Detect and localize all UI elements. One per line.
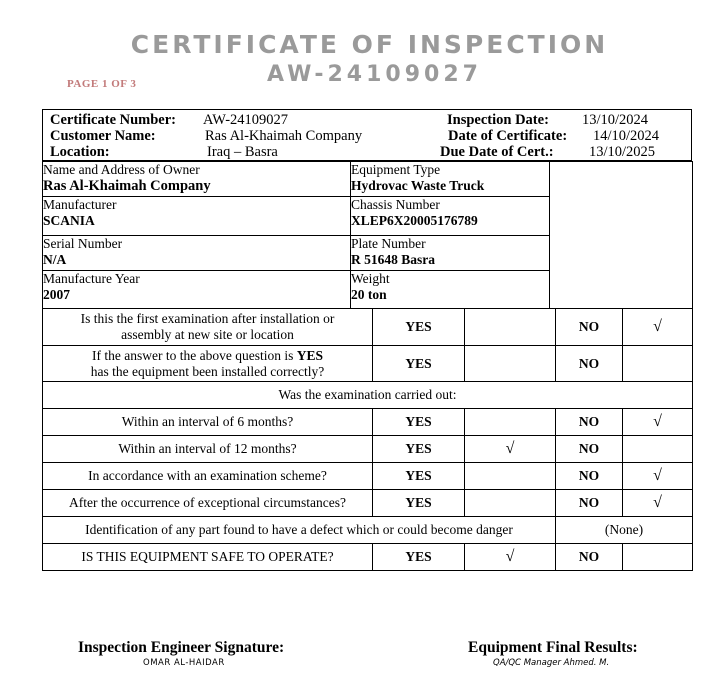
no-check-cell bbox=[623, 544, 693, 571]
yes-check-cell bbox=[465, 409, 556, 436]
no-label: NO bbox=[556, 436, 623, 463]
first-examination-row bbox=[43, 309, 693, 346]
defect-question: Identification of any part found to have a defect which or could become danger bbox=[43, 517, 556, 544]
carried-out-heading: Was the examination carried out: bbox=[43, 382, 693, 409]
manufacturer-cell bbox=[43, 197, 351, 236]
final-results-value: QA/QC Manager Ahmed. M. bbox=[493, 658, 610, 668]
no-label: NO bbox=[556, 490, 623, 517]
owner-label: Name and Address of Owner bbox=[43, 162, 200, 177]
carried-out-row bbox=[43, 382, 693, 409]
inspection-date-value: 13/10/2024 bbox=[582, 112, 649, 128]
chassis-value: XLEP6X20005176789 bbox=[351, 213, 478, 228]
installed-correctly-row bbox=[43, 346, 693, 382]
page-indicator: PAGE 1 OF 3 bbox=[67, 78, 137, 90]
certificate-number-label: Certificate Number: bbox=[50, 112, 177, 128]
yes-check-mark: √ bbox=[465, 544, 556, 571]
certificate-number-value: AW-24109027 bbox=[203, 112, 289, 128]
first-examination-question: Is this the first examination after installation or assembly at new site or location bbox=[43, 309, 373, 346]
final-results-label: Equipment Final Results: bbox=[468, 639, 638, 656]
plate-cell bbox=[351, 236, 550, 271]
scheme-row bbox=[43, 463, 693, 490]
equipment-type-cell bbox=[351, 162, 550, 197]
yes-label: YES bbox=[373, 409, 465, 436]
yes-check-cell bbox=[465, 309, 556, 346]
weight-label: Weight bbox=[351, 271, 390, 286]
yes-check-cell bbox=[465, 490, 556, 517]
yes-label: YES bbox=[373, 309, 465, 346]
yes-check-mark: √ bbox=[465, 436, 556, 463]
inspection-date-label: Inspection Date: bbox=[447, 112, 549, 128]
no-label: NO bbox=[556, 309, 623, 346]
yes-label: YES bbox=[373, 436, 465, 463]
yes-label: YES bbox=[373, 463, 465, 490]
interval-6-question: Within an interval of 6 months? bbox=[43, 409, 373, 436]
safe-to-operate-question: IS THIS EQUIPMENT SAFE TO OPERATE? bbox=[43, 544, 373, 571]
chassis-label: Chassis Number bbox=[351, 197, 440, 212]
yes-label: YES bbox=[373, 346, 465, 382]
defect-row bbox=[43, 517, 693, 544]
installed-correctly-question: If the answer to the above question is YES has the equipment been installed correctly? bbox=[43, 346, 373, 382]
certificate-number-heading: AW-24109027 bbox=[267, 62, 482, 87]
equipment-type-label: Equipment Type bbox=[351, 162, 441, 177]
no-check-mark: √ bbox=[623, 309, 693, 346]
no-label: NO bbox=[556, 346, 623, 382]
weight-cell bbox=[351, 271, 550, 309]
serial-value: N/A bbox=[43, 252, 67, 267]
yes-label: YES bbox=[373, 544, 465, 571]
location-value: Iraq – Basra bbox=[207, 144, 278, 160]
examination-questions-table bbox=[42, 308, 693, 571]
no-check-cell bbox=[623, 346, 693, 382]
scheme-question: In accordance with an examination scheme? bbox=[43, 463, 373, 490]
no-check-cell bbox=[623, 436, 693, 463]
plate-label: Plate Number bbox=[351, 236, 426, 251]
safe-to-operate-row bbox=[43, 544, 693, 571]
no-label: NO bbox=[556, 544, 623, 571]
weight-value: 20 ton bbox=[351, 287, 387, 302]
no-check-mark: √ bbox=[623, 490, 693, 517]
manufacturer-label: Manufacturer bbox=[43, 197, 117, 212]
yes-label: YES bbox=[373, 490, 465, 517]
plate-value: R 51648 Basra bbox=[351, 252, 435, 267]
no-label: NO bbox=[556, 463, 623, 490]
interval-6-row bbox=[43, 409, 693, 436]
no-check-mark: √ bbox=[623, 409, 693, 436]
engineer-signature-label: Inspection Engineer Signature: bbox=[78, 639, 285, 656]
equipment-details-table bbox=[42, 161, 693, 309]
customer-name-value: Ras Al-Khaimah Company bbox=[205, 128, 363, 144]
owner-cell bbox=[43, 162, 351, 197]
certificate-title: CERTIFICATE OF INSPECTION bbox=[130, 30, 609, 59]
manufacturer-value: SCANIA bbox=[43, 213, 95, 228]
blank-side-cell bbox=[550, 162, 693, 309]
interval-12-question: Within an interval of 12 months? bbox=[43, 436, 373, 463]
no-label: NO bbox=[556, 409, 623, 436]
date-of-certificate-label: Date of Certificate: bbox=[448, 128, 568, 144]
serial-label: Serial Number bbox=[43, 236, 123, 251]
year-label: Manufacture Year bbox=[43, 271, 140, 286]
year-cell bbox=[43, 271, 351, 309]
due-date-value: 13/10/2025 bbox=[589, 144, 656, 160]
engineer-name: OMAR AL-HAIDAR bbox=[143, 658, 225, 668]
customer-name-label: Customer Name: bbox=[50, 128, 156, 144]
yes-check-cell bbox=[465, 463, 556, 490]
serial-cell bbox=[43, 236, 351, 271]
exceptional-question: After the occurrence of exceptional circumstances? bbox=[43, 490, 373, 517]
interval-12-row bbox=[43, 436, 693, 463]
chassis-cell bbox=[351, 197, 550, 236]
defect-value: (None) bbox=[556, 517, 693, 544]
date-of-certificate-value: 14/10/2024 bbox=[593, 128, 660, 144]
no-check-mark: √ bbox=[623, 463, 693, 490]
year-value: 2007 bbox=[43, 287, 70, 302]
location-label: Location: bbox=[50, 144, 110, 160]
exceptional-row bbox=[43, 490, 693, 517]
certificate-header-box bbox=[42, 109, 692, 161]
yes-check-cell bbox=[465, 346, 556, 382]
equipment-type-value: Hydrovac Waste Truck bbox=[351, 178, 485, 193]
owner-value: Ras Al-Khaimah Company bbox=[43, 178, 211, 194]
due-date-label: Due Date of Cert.: bbox=[440, 144, 554, 160]
